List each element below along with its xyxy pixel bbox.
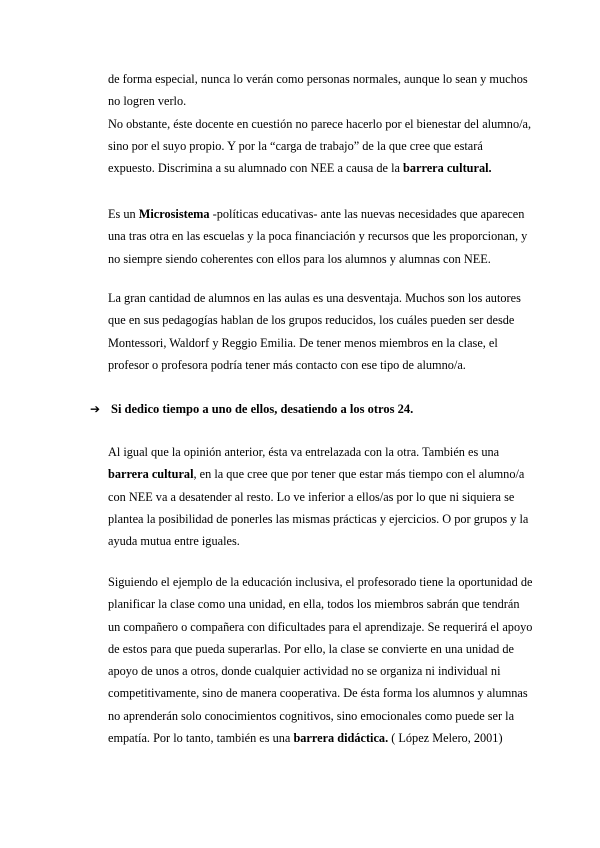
text-line: de forma especial, nunca lo verán como personas normales, aunque lo sean y muchos — [108, 72, 528, 86]
text-line: No obstante, éste docente en cuestión no parece hacerlo por el bienestar del alumno/a, — [108, 116, 532, 131]
bold-term: barrera didáctica. — [293, 731, 389, 746]
text-run: , en la que cree que por tener que estar más tiempo con el alumno/a — [193, 467, 525, 482]
text-line: no logren verlo. — [108, 94, 187, 109]
paragraph-5 — [108, 571, 532, 749]
text-line: ayuda mutua entre iguales. — [108, 534, 240, 549]
text-run: Es un — [108, 207, 139, 221]
paragraph-2 — [108, 203, 532, 270]
text-line: un compañero o compañera con dificultades para el aprendizaje. Se requerirá el apoyo — [108, 619, 533, 634]
text-line: apoyo de unos a otros, donde cualquier actividad no se organiza ni individual ni — [108, 664, 501, 679]
text-run: empatía. Por lo tanto, también es una — [108, 731, 294, 746]
arrow-bullet-icon: ➔ — [90, 402, 101, 416]
text-line: Montessori, Waldorf y Reggio Emilia. De tener menos miembros en la clase, el — [108, 335, 498, 350]
text-line — [108, 727, 532, 749]
paragraph-1 — [108, 68, 532, 179]
text-line: con NEE va a desatender al resto. Lo ve inferior a ellos/as por lo que ni siquiera se — [108, 489, 515, 504]
text-line — [108, 203, 532, 225]
bullet-item — [90, 398, 413, 420]
text-line — [108, 463, 532, 485]
text-line: profesor o profesora podría tener más contacto con ese tipo de alumno/a. — [108, 357, 466, 372]
paragraph-3 — [108, 287, 532, 376]
bold-term: Microsistema — [138, 207, 210, 221]
bold-term: barrera cultural — [108, 467, 194, 482]
text-line: de estos para que pueda superarlas. Por ello, la clase se convierte en una unidad de — [108, 641, 514, 656]
citation: ( López Melero, 2001) — [388, 731, 503, 746]
text-line: no siempre siendo coherentes con ellos para los alumnos y alumnas con NEE. — [108, 251, 491, 266]
text-line: Al igual que la opinión anterior, ésta va entrelazada con la otra. También es una — [108, 445, 500, 459]
text-line: Siguiendo el ejemplo de la educación inclusiva, el profesorado tiene la oportunidad de — [108, 575, 533, 589]
paragraph-4 — [108, 441, 532, 552]
text-line — [108, 157, 532, 179]
text-line: no aprenderán solo conocimientos cognitivos, sino emocionales como puede ser la — [108, 708, 515, 723]
bullet-heading: Si dedico tiempo a uno de ellos, desatiendo a los otros 24. — [111, 402, 414, 416]
text-line: La gran cantidad de alumnos en las aulas es una desventaja. Muchos son los autores — [108, 291, 521, 305]
text-line: planificar la clase como una unidad, en ella, todos los miembros sabrán que tendrán — [108, 597, 520, 612]
text-line: sino por el suyo propio. Y por la “carga de trabajo” de la que cree que estará — [108, 138, 483, 153]
text-line: competitivamente, sino de manera cooperativa. De ésta forma los alumnos y alumnas — [108, 686, 528, 701]
bold-term: barrera cultural. — [403, 161, 492, 176]
text-line: que en sus pedagogías hablan de los grupos reducidos, los cuáles pueden ser desde — [108, 313, 515, 328]
text-line: una tras otra en las escuelas y la poca financiación y recursos que les proporcionan, y — [108, 229, 528, 244]
text-run: -políticas educativas- ante las nuevas necesidades que aparecen — [209, 207, 525, 221]
text-line: plantea la posibilidad de ponerles las mismas prácticas y ejercicios. O por grupos y la — [108, 511, 529, 526]
text-run: expuesto. Discrimina a su alumnado con NEE a causa de la — [108, 161, 404, 176]
